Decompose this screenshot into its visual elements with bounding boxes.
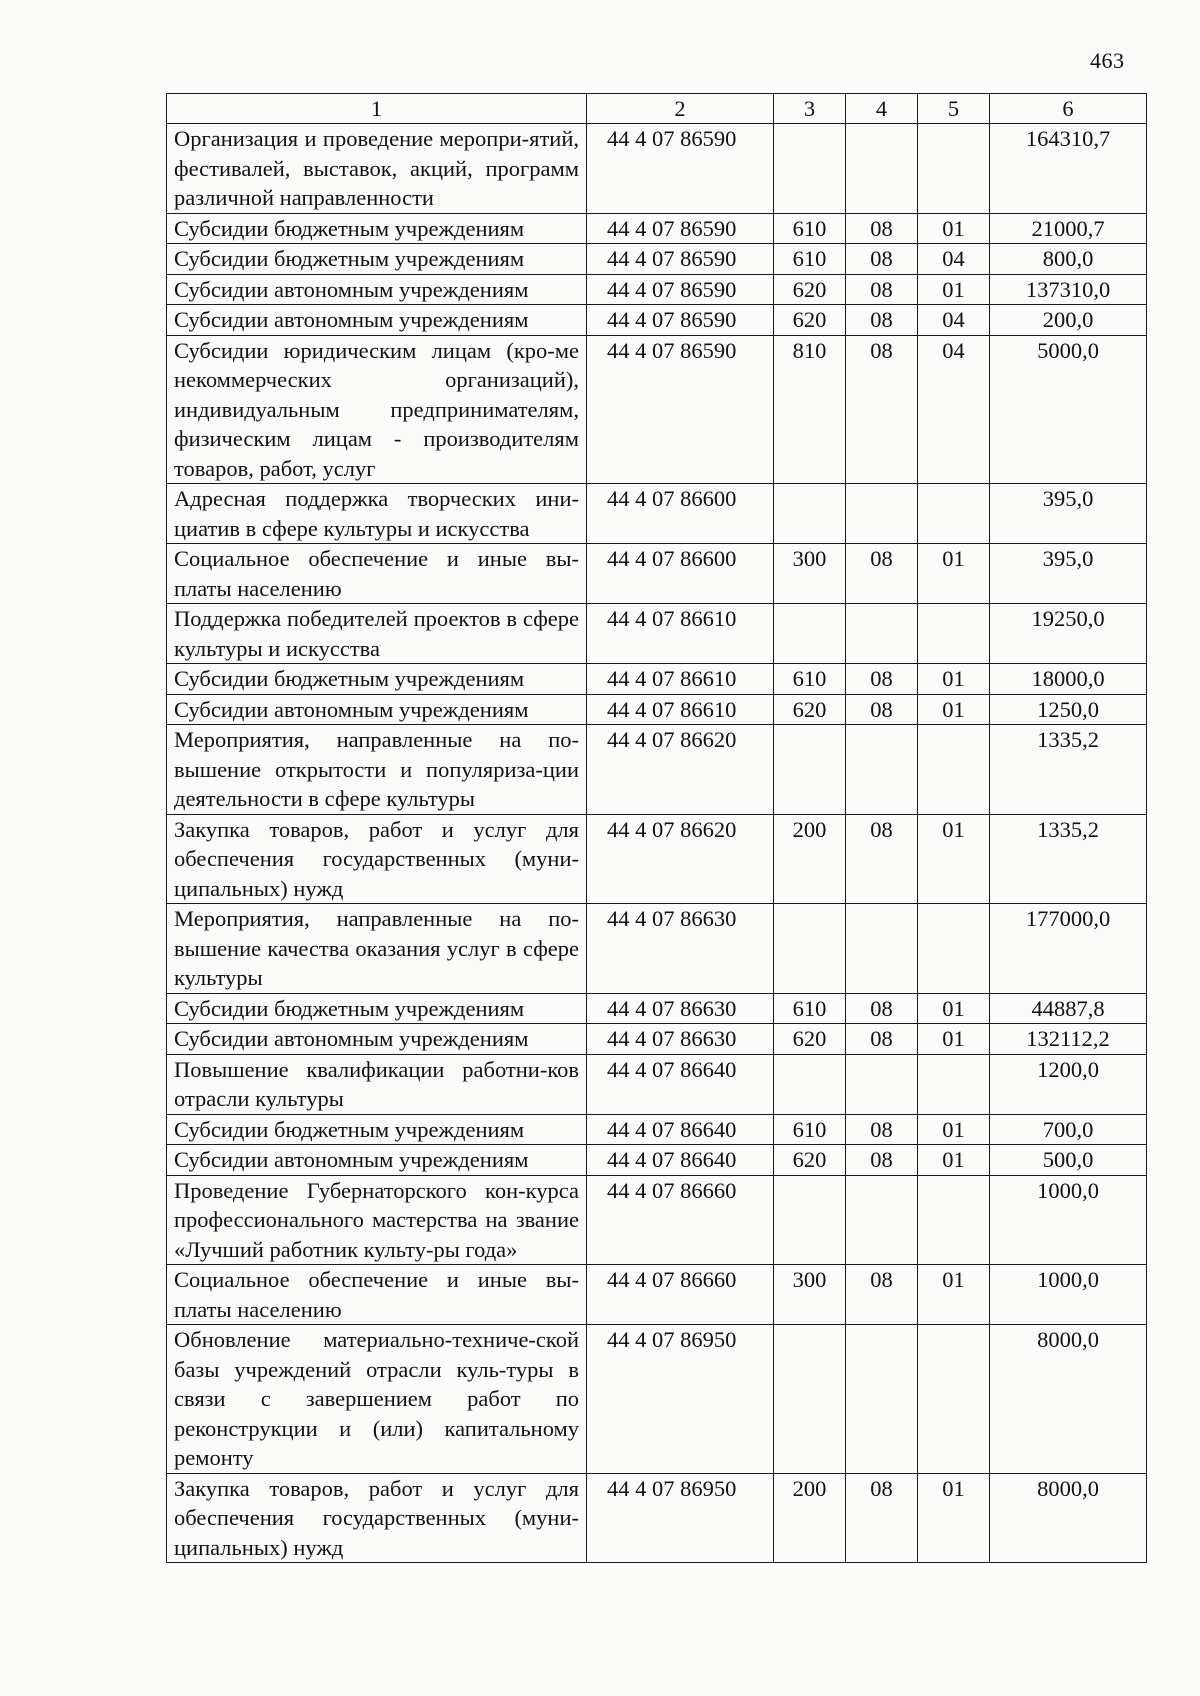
cell-name: Обновление материально-техниче-ской базы учреждений отрасли куль-туры в связи с завершением работ по реконструкции и (или) капитальному ремонту: [167, 1325, 587, 1474]
cell-section: 08: [846, 1145, 918, 1176]
cell-name: Закупка товаров, работ и услуг для обеспечения государственных (муни-ципальных) нужд: [167, 1473, 587, 1563]
cell-amount: 1335,2: [990, 814, 1147, 904]
cell-expense-type: 610: [774, 213, 846, 244]
cell-amount: 137310,0: [990, 274, 1147, 305]
header-cell-amount: 6: [990, 94, 1147, 124]
cell-section: [846, 124, 918, 214]
table-row: [167, 1325, 1147, 1474]
table-row: [167, 694, 1147, 725]
cell-section: [846, 1325, 918, 1474]
table-row: [167, 604, 1147, 664]
cell-subsection: [918, 604, 990, 664]
cell-expense-type: 620: [774, 1145, 846, 1176]
cell-code: 44 4 07 86630: [587, 904, 774, 994]
cell-amount: 132112,2: [990, 1024, 1147, 1055]
cell-section: 08: [846, 664, 918, 695]
cell-name: Мероприятия, направленные на по-вышение качества оказания услуг в сфере культуры: [167, 904, 587, 994]
cell-name: Адресная поддержка творческих ини-циатив в сфере культуры и искусства: [167, 484, 587, 544]
cell-code: 44 4 07 86640: [587, 1145, 774, 1176]
cell-subsection: 01: [918, 1473, 990, 1563]
cell-code: 44 4 07 86590: [587, 274, 774, 305]
cell-code: 44 4 07 86600: [587, 544, 774, 604]
table-row: [167, 244, 1147, 275]
cell-section: 08: [846, 274, 918, 305]
cell-amount: 18000,0: [990, 664, 1147, 695]
cell-code: 44 4 07 86950: [587, 1325, 774, 1474]
cell-expense-type: [774, 484, 846, 544]
cell-code: 44 4 07 86590: [587, 213, 774, 244]
cell-amount: 177000,0: [990, 904, 1147, 994]
cell-amount: 800,0: [990, 244, 1147, 275]
cell-code: 44 4 07 86640: [587, 1114, 774, 1145]
cell-code: 44 4 07 86610: [587, 694, 774, 725]
cell-name: Поддержка победителей проектов в сфере культуры и искусства: [167, 604, 587, 664]
cell-code: 44 4 07 86590: [587, 124, 774, 214]
cell-name: Субсидии автономным учреждениям: [167, 1145, 587, 1176]
table-row: [167, 544, 1147, 604]
header-cell-name: 1: [167, 94, 587, 124]
cell-expense-type: [774, 124, 846, 214]
table-row: [167, 274, 1147, 305]
cell-section: [846, 725, 918, 815]
cell-name: Субсидии автономным учреждениям: [167, 1024, 587, 1055]
cell-amount: 1250,0: [990, 694, 1147, 725]
cell-amount: 5000,0: [990, 335, 1147, 484]
table-row: [167, 484, 1147, 544]
cell-subsection: 01: [918, 1114, 990, 1145]
cell-amount: 164310,7: [990, 124, 1147, 214]
cell-section: 08: [846, 1265, 918, 1325]
cell-section: [846, 1175, 918, 1265]
header-row: [167, 94, 1147, 124]
cell-name: Субсидии юридическим лицам (кро-ме некоммерческих организаций), индивидуальным предпринимателям, физическим лицам - производителям товаров, работ, услуг: [167, 335, 587, 484]
cell-name: Мероприятия, направленные на по-вышение открытости и популяриза-ции деятельности в сфере культуры: [167, 725, 587, 815]
table-row: [167, 993, 1147, 1024]
cell-amount: 44887,8: [990, 993, 1147, 1024]
cell-subsection: 01: [918, 274, 990, 305]
cell-amount: 395,0: [990, 544, 1147, 604]
cell-expense-type: 610: [774, 993, 846, 1024]
cell-amount: 395,0: [990, 484, 1147, 544]
cell-name: Организация и проведение меропри-ятий, фестивалей, выставок, акций, программ различной направленности: [167, 124, 587, 214]
cell-section: 08: [846, 993, 918, 1024]
cell-subsection: 01: [918, 1024, 990, 1055]
cell-amount: 1335,2: [990, 725, 1147, 815]
cell-amount: 19250,0: [990, 604, 1147, 664]
cell-section: 08: [846, 814, 918, 904]
cell-expense-type: 200: [774, 814, 846, 904]
cell-section: [846, 484, 918, 544]
cell-expense-type: 300: [774, 1265, 846, 1325]
cell-name: Субсидии автономным учреждениям: [167, 694, 587, 725]
cell-amount: 8000,0: [990, 1473, 1147, 1563]
cell-expense-type: 810: [774, 335, 846, 484]
cell-code: 44 4 07 86660: [587, 1175, 774, 1265]
cell-amount: 700,0: [990, 1114, 1147, 1145]
cell-expense-type: 610: [774, 664, 846, 695]
table-row: [167, 335, 1147, 484]
cell-subsection: [918, 725, 990, 815]
cell-expense-type: [774, 725, 846, 815]
cell-subsection: [918, 484, 990, 544]
cell-name: Субсидии бюджетным учреждениям: [167, 993, 587, 1024]
cell-expense-type: [774, 604, 846, 664]
cell-code: 44 4 07 86600: [587, 484, 774, 544]
cell-subsection: 01: [918, 694, 990, 725]
cell-expense-type: 620: [774, 274, 846, 305]
table-row: [167, 814, 1147, 904]
cell-expense-type: 300: [774, 544, 846, 604]
cell-code: 44 4 07 86610: [587, 664, 774, 695]
header-cell-section: 4: [846, 94, 918, 124]
cell-section: [846, 904, 918, 994]
table-row: [167, 305, 1147, 336]
cell-section: 08: [846, 335, 918, 484]
cell-amount: 1200,0: [990, 1054, 1147, 1114]
cell-subsection: 04: [918, 335, 990, 484]
cell-name: Социальное обеспечение и иные вы-платы населению: [167, 1265, 587, 1325]
table-row: [167, 1024, 1147, 1055]
cell-code: 44 4 07 86640: [587, 1054, 774, 1114]
cell-code: 44 4 07 86950: [587, 1473, 774, 1563]
cell-expense-type: 620: [774, 305, 846, 336]
cell-subsection: 01: [918, 664, 990, 695]
table-row: [167, 1145, 1147, 1176]
cell-amount: 1000,0: [990, 1265, 1147, 1325]
page-number: 463: [1090, 48, 1125, 73]
cell-section: 08: [846, 1024, 918, 1055]
cell-expense-type: 610: [774, 244, 846, 275]
cell-subsection: 01: [918, 213, 990, 244]
header-cell-subsection: 5: [918, 94, 990, 124]
table-row: [167, 1114, 1147, 1145]
cell-name: Проведение Губернаторского кон-курса профессионального мастерства на звание «Лучший работник культу-ры года»: [167, 1175, 587, 1265]
cell-expense-type: 200: [774, 1473, 846, 1563]
cell-expense-type: [774, 904, 846, 994]
cell-name: Социальное обеспечение и иные вы-платы населению: [167, 544, 587, 604]
cell-name: Закупка товаров, работ и услуг для обеспечения государственных (муни-ципальных) нужд: [167, 814, 587, 904]
cell-subsection: 04: [918, 305, 990, 336]
cell-code: 44 4 07 86630: [587, 993, 774, 1024]
cell-section: 08: [846, 544, 918, 604]
cell-subsection: [918, 124, 990, 214]
budget-table: [166, 93, 1147, 1563]
cell-subsection: 01: [918, 1265, 990, 1325]
header-cell-code: 2: [587, 94, 774, 124]
table-row: [167, 1054, 1147, 1114]
cell-subsection: 01: [918, 814, 990, 904]
cell-code: 44 4 07 86590: [587, 244, 774, 275]
cell-name: Субсидии автономным учреждениям: [167, 305, 587, 336]
cell-amount: 500,0: [990, 1145, 1147, 1176]
cell-section: 08: [846, 1114, 918, 1145]
table-row: [167, 664, 1147, 695]
cell-code: 44 4 07 86590: [587, 335, 774, 484]
cell-expense-type: 610: [774, 1114, 846, 1145]
cell-name: Субсидии бюджетным учреждениям: [167, 244, 587, 275]
cell-expense-type: [774, 1175, 846, 1265]
table-row: [167, 213, 1147, 244]
cell-expense-type: 620: [774, 694, 846, 725]
cell-subsection: 01: [918, 993, 990, 1024]
table-row: [167, 904, 1147, 994]
cell-section: [846, 604, 918, 664]
cell-amount: 1000,0: [990, 1175, 1147, 1265]
cell-subsection: [918, 904, 990, 994]
cell-subsection: [918, 1054, 990, 1114]
cell-section: 08: [846, 694, 918, 725]
cell-code: 44 4 07 86660: [587, 1265, 774, 1325]
cell-name: Повышение квалификации работни-ков отрасли культуры: [167, 1054, 587, 1114]
cell-subsection: [918, 1175, 990, 1265]
cell-amount: 200,0: [990, 305, 1147, 336]
table-row: [167, 725, 1147, 815]
cell-code: 44 4 07 86610: [587, 604, 774, 664]
cell-code: 44 4 07 86620: [587, 725, 774, 815]
table-row: [167, 124, 1147, 214]
header-cell-expense-type: 3: [774, 94, 846, 124]
cell-amount: 21000,7: [990, 213, 1147, 244]
cell-subsection: 04: [918, 244, 990, 275]
cell-subsection: 01: [918, 544, 990, 604]
cell-name: Субсидии автономным учреждениям: [167, 274, 587, 305]
table-row: [167, 1175, 1147, 1265]
cell-code: 44 4 07 86590: [587, 305, 774, 336]
cell-code: 44 4 07 86630: [587, 1024, 774, 1055]
cell-amount: 8000,0: [990, 1325, 1147, 1474]
cell-name: Субсидии бюджетным учреждениям: [167, 213, 587, 244]
table-row: [167, 1473, 1147, 1563]
cell-expense-type: [774, 1325, 846, 1474]
cell-subsection: 01: [918, 1145, 990, 1176]
table-row: [167, 1265, 1147, 1325]
cell-subsection: [918, 1325, 990, 1474]
cell-section: 08: [846, 213, 918, 244]
cell-section: [846, 1054, 918, 1114]
cell-section: 08: [846, 1473, 918, 1563]
cell-expense-type: [774, 1054, 846, 1114]
cell-expense-type: 620: [774, 1024, 846, 1055]
cell-section: 08: [846, 244, 918, 275]
cell-name: Субсидии бюджетным учреждениям: [167, 664, 587, 695]
cell-code: 44 4 07 86620: [587, 814, 774, 904]
cell-name: Субсидии бюджетным учреждениям: [167, 1114, 587, 1145]
cell-section: 08: [846, 305, 918, 336]
